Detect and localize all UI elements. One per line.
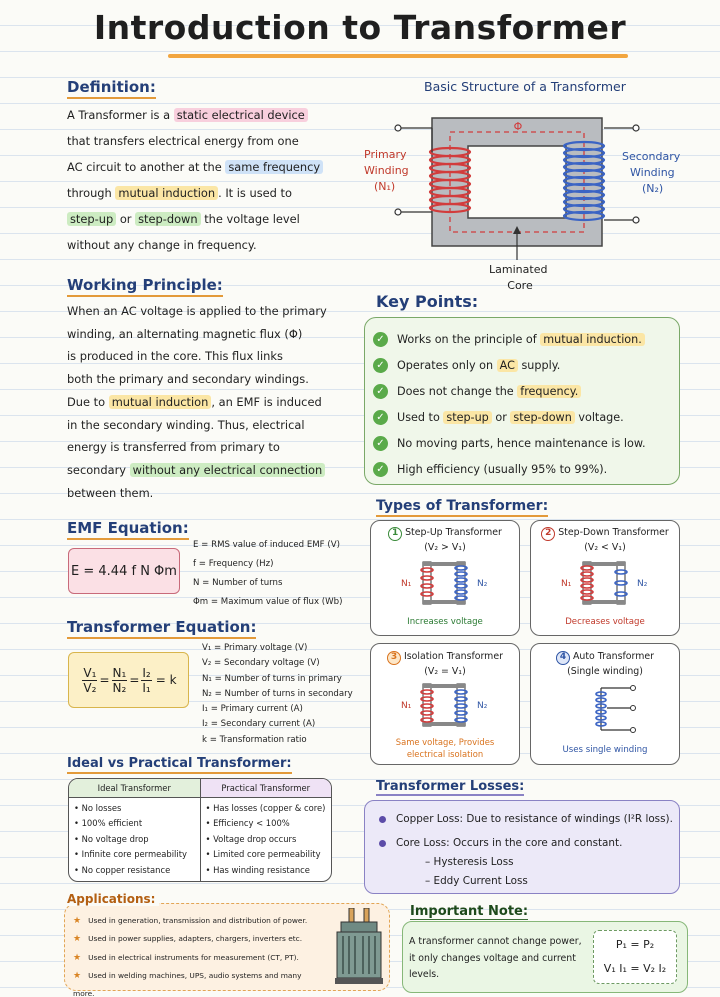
secondary-label: Secondary Winding (N₂) bbox=[622, 150, 681, 195]
transformer-unit-icon bbox=[331, 908, 387, 988]
key-point-item bbox=[373, 430, 671, 456]
comparison-item: • No copper resistance bbox=[74, 864, 171, 875]
page-title: Introduction to Transformer bbox=[93, 8, 627, 47]
equals-sign: = bbox=[129, 673, 140, 687]
text-line: between them. bbox=[67, 485, 154, 500]
star-icon: ★ bbox=[73, 916, 82, 926]
card-title: Step-Up Transformer bbox=[405, 527, 502, 538]
card-caption: Same voltage, Provides electrical isolation bbox=[395, 736, 495, 759]
emf-formula-box bbox=[68, 548, 180, 594]
type-card-isolation bbox=[370, 643, 520, 765]
comparison-item: • 100% efficient bbox=[74, 818, 143, 828]
eq-legend-item: V₂ = Secondary voltage (V) bbox=[202, 658, 320, 669]
card-subtitle: (V₂ > V₁) bbox=[424, 541, 466, 553]
key-point-text: Works on the principle of mutual induction. bbox=[397, 333, 645, 346]
check-icon: ✓ bbox=[373, 358, 388, 373]
ratio-turns: $\frac{\text{N₁}}{\text{N₂}}$ bbox=[112, 665, 127, 695]
bullet-icon bbox=[379, 816, 386, 823]
key-points-heading: Key Points: bbox=[376, 292, 479, 311]
card-caption: Uses single winding bbox=[562, 744, 648, 755]
working-text bbox=[67, 300, 357, 504]
key-point-item bbox=[373, 378, 671, 404]
check-icon: ✓ bbox=[373, 436, 388, 451]
card-subtitle: (V₂ < V₁) bbox=[584, 541, 626, 553]
ratio-k: = k bbox=[155, 673, 177, 687]
check-icon: ✓ bbox=[373, 384, 388, 399]
comparison-heading: Ideal vs Practical Transformer: bbox=[67, 756, 292, 774]
card-title: Step-Down Transformer bbox=[558, 527, 669, 538]
definition-heading: Definition: bbox=[67, 78, 156, 99]
isolation-diagram bbox=[371, 678, 517, 732]
comparison-item: • Voltage drop occurs bbox=[205, 833, 297, 844]
key-point-item bbox=[373, 326, 671, 352]
n2-label: N₂ bbox=[637, 578, 648, 589]
check-icon: ✓ bbox=[373, 462, 388, 477]
type-card-auto bbox=[530, 643, 680, 765]
highlight: without any electrical connection bbox=[130, 463, 326, 477]
highlight: same frequency bbox=[225, 160, 323, 174]
n2-label: N₂ bbox=[477, 700, 488, 711]
highlight: static electrical device bbox=[174, 108, 308, 122]
primary-label: Primary Winding (N₁) bbox=[364, 148, 409, 193]
key-point-item bbox=[373, 352, 671, 378]
emf-legend-item: Φm = Maximum value of flux (Wb) bbox=[193, 597, 343, 607]
text-line: both the primary and secondary windings. bbox=[67, 372, 309, 387]
eq-legend-item: I₂ = Secondary current (A) bbox=[202, 719, 316, 730]
card-number: 4 bbox=[556, 651, 570, 665]
note-heading: Important Note: bbox=[410, 904, 529, 919]
core-window bbox=[468, 146, 566, 218]
comparison-item: • Limited core permeability bbox=[205, 849, 321, 859]
text-line: Due to mutual induction , an EMF is induced bbox=[67, 394, 322, 409]
text-line: through mutual induction . It is used to bbox=[67, 186, 292, 200]
card-caption: Decreases voltage bbox=[565, 616, 645, 627]
emf-legend bbox=[193, 536, 363, 612]
eq-legend-item: V₁ = Primary voltage (V) bbox=[202, 643, 308, 653]
step-down-diagram bbox=[531, 554, 677, 612]
key-point-item bbox=[373, 404, 671, 430]
emf-heading: EMF Equation: bbox=[67, 519, 189, 540]
emf-formula: E = 4.44 f N Φm bbox=[71, 563, 177, 579]
losses-heading: Transformer Losses: bbox=[376, 779, 525, 794]
highlight: mutual induction bbox=[115, 186, 218, 200]
card-number: 1 bbox=[388, 527, 402, 541]
n1-label: N₁ bbox=[401, 700, 412, 711]
highlight: mutual induction bbox=[109, 395, 212, 409]
power-equation-box bbox=[593, 930, 677, 984]
applications-list bbox=[73, 912, 321, 997]
eq-legend-item: N₁ = Number of turns in primary bbox=[202, 673, 342, 684]
card-number: 3 bbox=[387, 651, 401, 665]
eq-legend-item: I₁ = Primary current (A) bbox=[202, 704, 303, 715]
star-icon: ★ bbox=[73, 952, 82, 963]
auto-transformer-diagram bbox=[531, 678, 677, 740]
comparison-item: • Has winding resistance bbox=[205, 864, 310, 875]
key-point-text: No moving parts, hence maintenance is low. bbox=[397, 436, 646, 450]
ratio-voltage: $\frac{\text{V₁}}{\text{V₂}}$ bbox=[83, 665, 97, 695]
title-underline bbox=[168, 54, 628, 58]
text-line: secondary without any electrical connection bbox=[67, 459, 357, 482]
text-line: in the secondary winding. Thus, electrical bbox=[67, 417, 305, 432]
key-points-box bbox=[364, 317, 680, 485]
ratio-current: $\frac{\text{I₂}}{\text{I₁}}$ bbox=[142, 665, 151, 695]
sub-loss-eddy: – Eddy Current Loss bbox=[425, 875, 528, 887]
star-icon: ★ bbox=[73, 970, 82, 981]
applications-heading: Applications: bbox=[63, 892, 159, 906]
applications-box bbox=[64, 892, 390, 997]
text-line: energy is transferred from primary to bbox=[67, 440, 280, 455]
card-title: Isolation Transformer bbox=[404, 651, 503, 662]
text-line: When an AC voltage is applied to the primary bbox=[67, 304, 327, 318]
types-heading: Types of Transformer: bbox=[376, 498, 548, 517]
core-label: Laminated Core bbox=[489, 263, 548, 292]
type-card-step-down bbox=[530, 520, 680, 636]
card-title: Auto Transformer bbox=[572, 651, 654, 662]
note-box bbox=[402, 921, 688, 993]
note-text: A transformer cannot change power, it only changes voltage and current levels. bbox=[409, 936, 582, 980]
highlight: step-up bbox=[67, 212, 116, 226]
text-line: without any change in frequency. bbox=[67, 238, 257, 252]
flux-symbol: Φ bbox=[513, 120, 523, 133]
power-equation: P₁ = P₂ bbox=[615, 938, 655, 951]
definition-text bbox=[67, 102, 352, 258]
key-point-text: Operates only on AC supply. bbox=[397, 358, 561, 372]
sub-loss-hysteresis: – Hysteresis Loss bbox=[425, 856, 514, 868]
text-line: winding, an alternating magnetic flux (Φ) bbox=[67, 326, 303, 341]
ideal-list bbox=[69, 797, 200, 881]
text-line: that transfers electrical energy from one bbox=[67, 134, 299, 148]
transformer-equation-legend bbox=[202, 641, 362, 748]
comparison-item: • No voltage drop bbox=[74, 833, 149, 844]
transformer-equation-heading: Transformer Equation: bbox=[67, 618, 256, 639]
card-subtitle: (Single winding) bbox=[567, 665, 643, 677]
emf-legend-item: N = Number of turns bbox=[193, 578, 283, 588]
core-loss: Core Loss: Occurs in the core and constant. bbox=[396, 837, 623, 849]
application-item: ★ Used in power supplies, adapters, chargers, inverters etc. bbox=[73, 934, 303, 945]
copper-loss: Copper Loss: Due to resistance of windings (I²R loss). bbox=[396, 813, 673, 825]
application-item: ★ Used in generation, transmission and distribution of power. bbox=[73, 916, 308, 926]
eq-legend-item: N₂ = Number of turns in secondary bbox=[202, 688, 353, 699]
eq-legend-item: k = Transformation ratio bbox=[202, 734, 307, 745]
n2-label: N₂ bbox=[477, 578, 488, 589]
comparison-item: • Has losses (copper & core) bbox=[205, 802, 326, 813]
emf-legend-item: E = RMS value of induced EMF (V) bbox=[193, 540, 340, 550]
application-item: ★ Used in welding machines, UPS, audio systems and many more. bbox=[73, 970, 302, 997]
comparison-item: • Efficiency < 100% bbox=[205, 818, 290, 828]
key-points-list bbox=[373, 326, 671, 482]
key-point-text: Does not change the frequency. bbox=[397, 385, 581, 398]
key-point-text: Used to step-up or step-down voltage. bbox=[397, 410, 624, 424]
card-caption: Increases voltage bbox=[407, 616, 483, 627]
check-icon: ✓ bbox=[373, 332, 388, 347]
bullet-icon bbox=[379, 840, 386, 847]
text-line: step-up or step-down the voltage level bbox=[67, 206, 352, 232]
comparison-table bbox=[68, 778, 332, 882]
text-line: AC circuit to another at the same frequency bbox=[67, 154, 352, 180]
emf-legend-item: f = Frequency (Hz) bbox=[193, 559, 274, 569]
text-line: is produced in the core. This flux links bbox=[67, 349, 283, 364]
type-card-step-up bbox=[370, 520, 520, 636]
check-icon: ✓ bbox=[373, 410, 388, 425]
highlight: step-down bbox=[135, 212, 200, 226]
n1-label: N₁ bbox=[401, 578, 412, 589]
card-subtitle: (V₂ = V₁) bbox=[424, 665, 466, 677]
star-icon: ★ bbox=[73, 934, 82, 945]
key-point-text: High efficiency (usually 95% to 99%). bbox=[397, 462, 608, 476]
losses-box bbox=[364, 800, 680, 894]
step-up-diagram bbox=[371, 554, 517, 612]
structure-title: Basic Structure of a Transformer bbox=[424, 79, 626, 94]
ideal-header: Ideal Transformer bbox=[69, 779, 200, 797]
key-point-item bbox=[373, 456, 671, 482]
transformer-equation-box bbox=[68, 652, 189, 708]
comparison-item: • Infinite core permeability bbox=[74, 849, 187, 859]
practical-list bbox=[200, 797, 331, 881]
practical-header: Practical Transformer bbox=[200, 779, 331, 797]
vi-equation: V₁ I₁ = V₂ I₂ bbox=[603, 962, 667, 975]
n1-label: N₁ bbox=[561, 578, 572, 589]
application-item: ★ Used in electrical instruments for measurement (CT, PT). bbox=[73, 952, 299, 963]
comparison-item: • No losses bbox=[74, 802, 122, 813]
card-number: 2 bbox=[541, 527, 555, 541]
transformer-structure-diagram bbox=[360, 100, 690, 300]
working-heading: Working Principle: bbox=[67, 276, 223, 297]
equals-sign: = bbox=[99, 673, 110, 687]
text-line: A Transformer is a static electrical device bbox=[67, 102, 352, 128]
